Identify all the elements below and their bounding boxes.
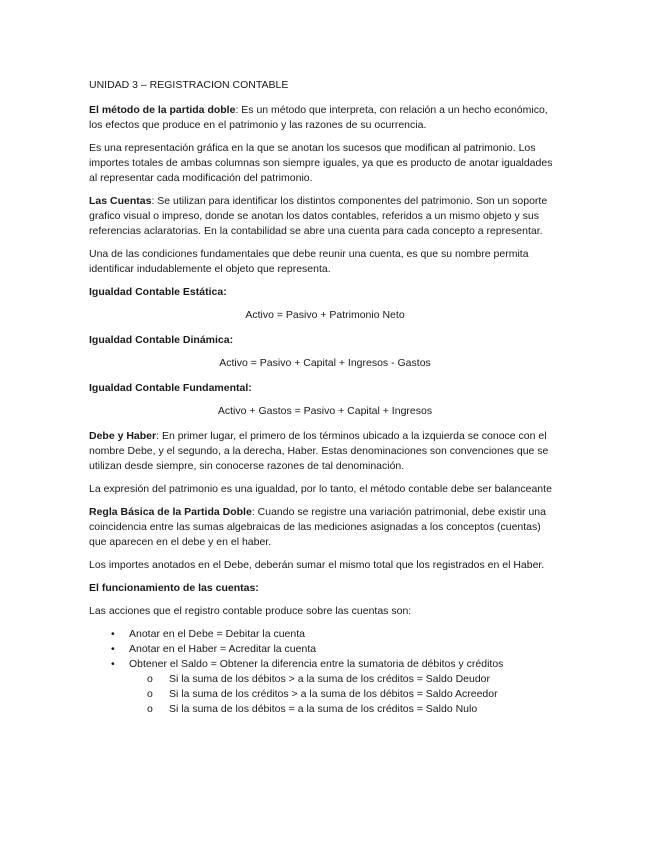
circle-bullet-icon: o xyxy=(147,703,153,715)
heading-funcionamiento-text: El funcionamiento de las cuentas: xyxy=(89,582,259,594)
equation-fundamental: Activo + Gastos = Pasivo + Capital + Ingresos xyxy=(217,405,433,417)
circle-bullet-icon: o xyxy=(147,673,153,685)
term-regla-basica: Regla Básica de la Partida Doble xyxy=(89,506,252,518)
list-item xyxy=(89,657,561,717)
sub-list-item xyxy=(89,672,521,687)
document-body xyxy=(89,78,561,717)
definition-regla-basica: : Cuando se registre una variación patrimonial, debe existir una coincidencia entre las sumas algebraicas de las mediciones asignadas a los conceptos (cuentas) que aparecen en el debe y en el haber. xyxy=(89,506,546,548)
bullet-list xyxy=(89,627,561,717)
paragraph-acciones: Las acciones que el registro contable produce sobre las cuentas son: xyxy=(89,605,412,617)
definition-partida-doble: : Es un método que interpreta, con relación a un hecho económico, los efectos que produce en el patrimonio y las razones de su ocurrencia. xyxy=(89,104,548,131)
definition-cuentas: : Se utilizan para identificar los distintos componentes del patrimonio. Son un soporte grafico visual o impreso, donde se anotan los datos contables, referidos a un mismo objeto y sus referencias aclaratorias. En la contabilidad se abre una cuenta para cada concepto a representar. xyxy=(89,195,548,237)
sub-list-item xyxy=(89,687,521,702)
sub-list-item-text: Si la suma de los créditos > a la suma de los débitos = Saldo Acreedor xyxy=(169,688,498,700)
heading-igualdad-dinamica xyxy=(89,333,561,348)
paragraph-importes: Los importes anotados en el Debe, deberán sumar el mismo total que los registrados en el Haber. xyxy=(89,559,545,571)
paragraph-representacion: Es una representación gráfica en la que se anotan los sucesos que modifican al patrimonio. Los importes totales de ambas columnas son siempre iguales, ya que es producto de anotar igualdades al representar cada modificación del patrimonio. xyxy=(89,142,553,184)
heading-igualdad-estatica-text: Igualdad Contable Estática: xyxy=(89,286,227,298)
paragraph-debe-haber xyxy=(89,429,561,474)
term-debe-haber: Debe y Haber xyxy=(89,430,157,442)
heading-funcionamiento xyxy=(89,581,561,596)
sub-list-item-text: Si la suma de los débitos > a la suma de los créditos = Saldo Deudor xyxy=(169,673,491,685)
heading-igualdad-estatica xyxy=(89,285,561,300)
term-partida-doble: El método de la partida doble xyxy=(89,104,236,116)
term-cuentas: Las Cuentas xyxy=(89,195,152,207)
heading-igualdad-dinamica-text: Igualdad Contable Dinámica: xyxy=(89,334,234,346)
paragraph-expresion-patrimonio: La expresión del patrimonio es una igualdad, por lo tanto, el método contable debe ser balanceante xyxy=(89,483,552,495)
equation-estatica: Activo = Pasivo + Patrimonio Neto xyxy=(245,309,405,321)
document-title: UNIDAD 3 – REGISTRACION CONTABLE xyxy=(89,79,289,91)
circle-bullet-icon: o xyxy=(147,688,153,700)
list-item-text: Anotar en el Haber = Acreditar la cuenta xyxy=(129,643,317,655)
list-item xyxy=(89,627,561,642)
sub-bullet-list xyxy=(129,672,561,717)
bullet-icon: • xyxy=(111,628,115,640)
sub-list-item-text: Si la suma de los débitos = a la suma de los créditos = Saldo Nulo xyxy=(169,703,478,715)
list-item-text: Anotar en el Debe = Debitar la cuenta xyxy=(129,628,305,640)
paragraph-cuentas xyxy=(89,194,561,239)
heading-igualdad-fundamental xyxy=(89,381,561,396)
equation-dinamica: Activo = Pasivo + Capital + Ingresos - Gastos xyxy=(219,357,431,369)
definition-debe-haber: : En primer lugar, el primero de los términos ubicado a la izquierda se conoce con el nombre Debe, y el segundo, a la derecha, Haber. Estas denominaciones son convenciones que se utilizan desde siempre, sin conocerse razones de tal denominación. xyxy=(89,430,549,472)
list-item xyxy=(89,642,561,657)
sub-list-item xyxy=(89,702,521,717)
paragraph-regla-basica xyxy=(89,505,561,550)
list-item-text: Obtener el Saldo = Obtener la diferencia entre la sumatoria de débitos y créditos xyxy=(129,658,504,670)
paragraph-partida-doble xyxy=(89,103,561,133)
paragraph-condiciones: Una de las condiciones fundamentales que debe reunir una cuenta, es que su nombre permita identificar indudablemente el objeto que representa. xyxy=(89,248,529,275)
bullet-icon: • xyxy=(111,643,115,655)
heading-igualdad-fundamental-text: Igualdad Contable Fundamental: xyxy=(89,382,252,394)
bullet-icon: • xyxy=(111,658,115,670)
